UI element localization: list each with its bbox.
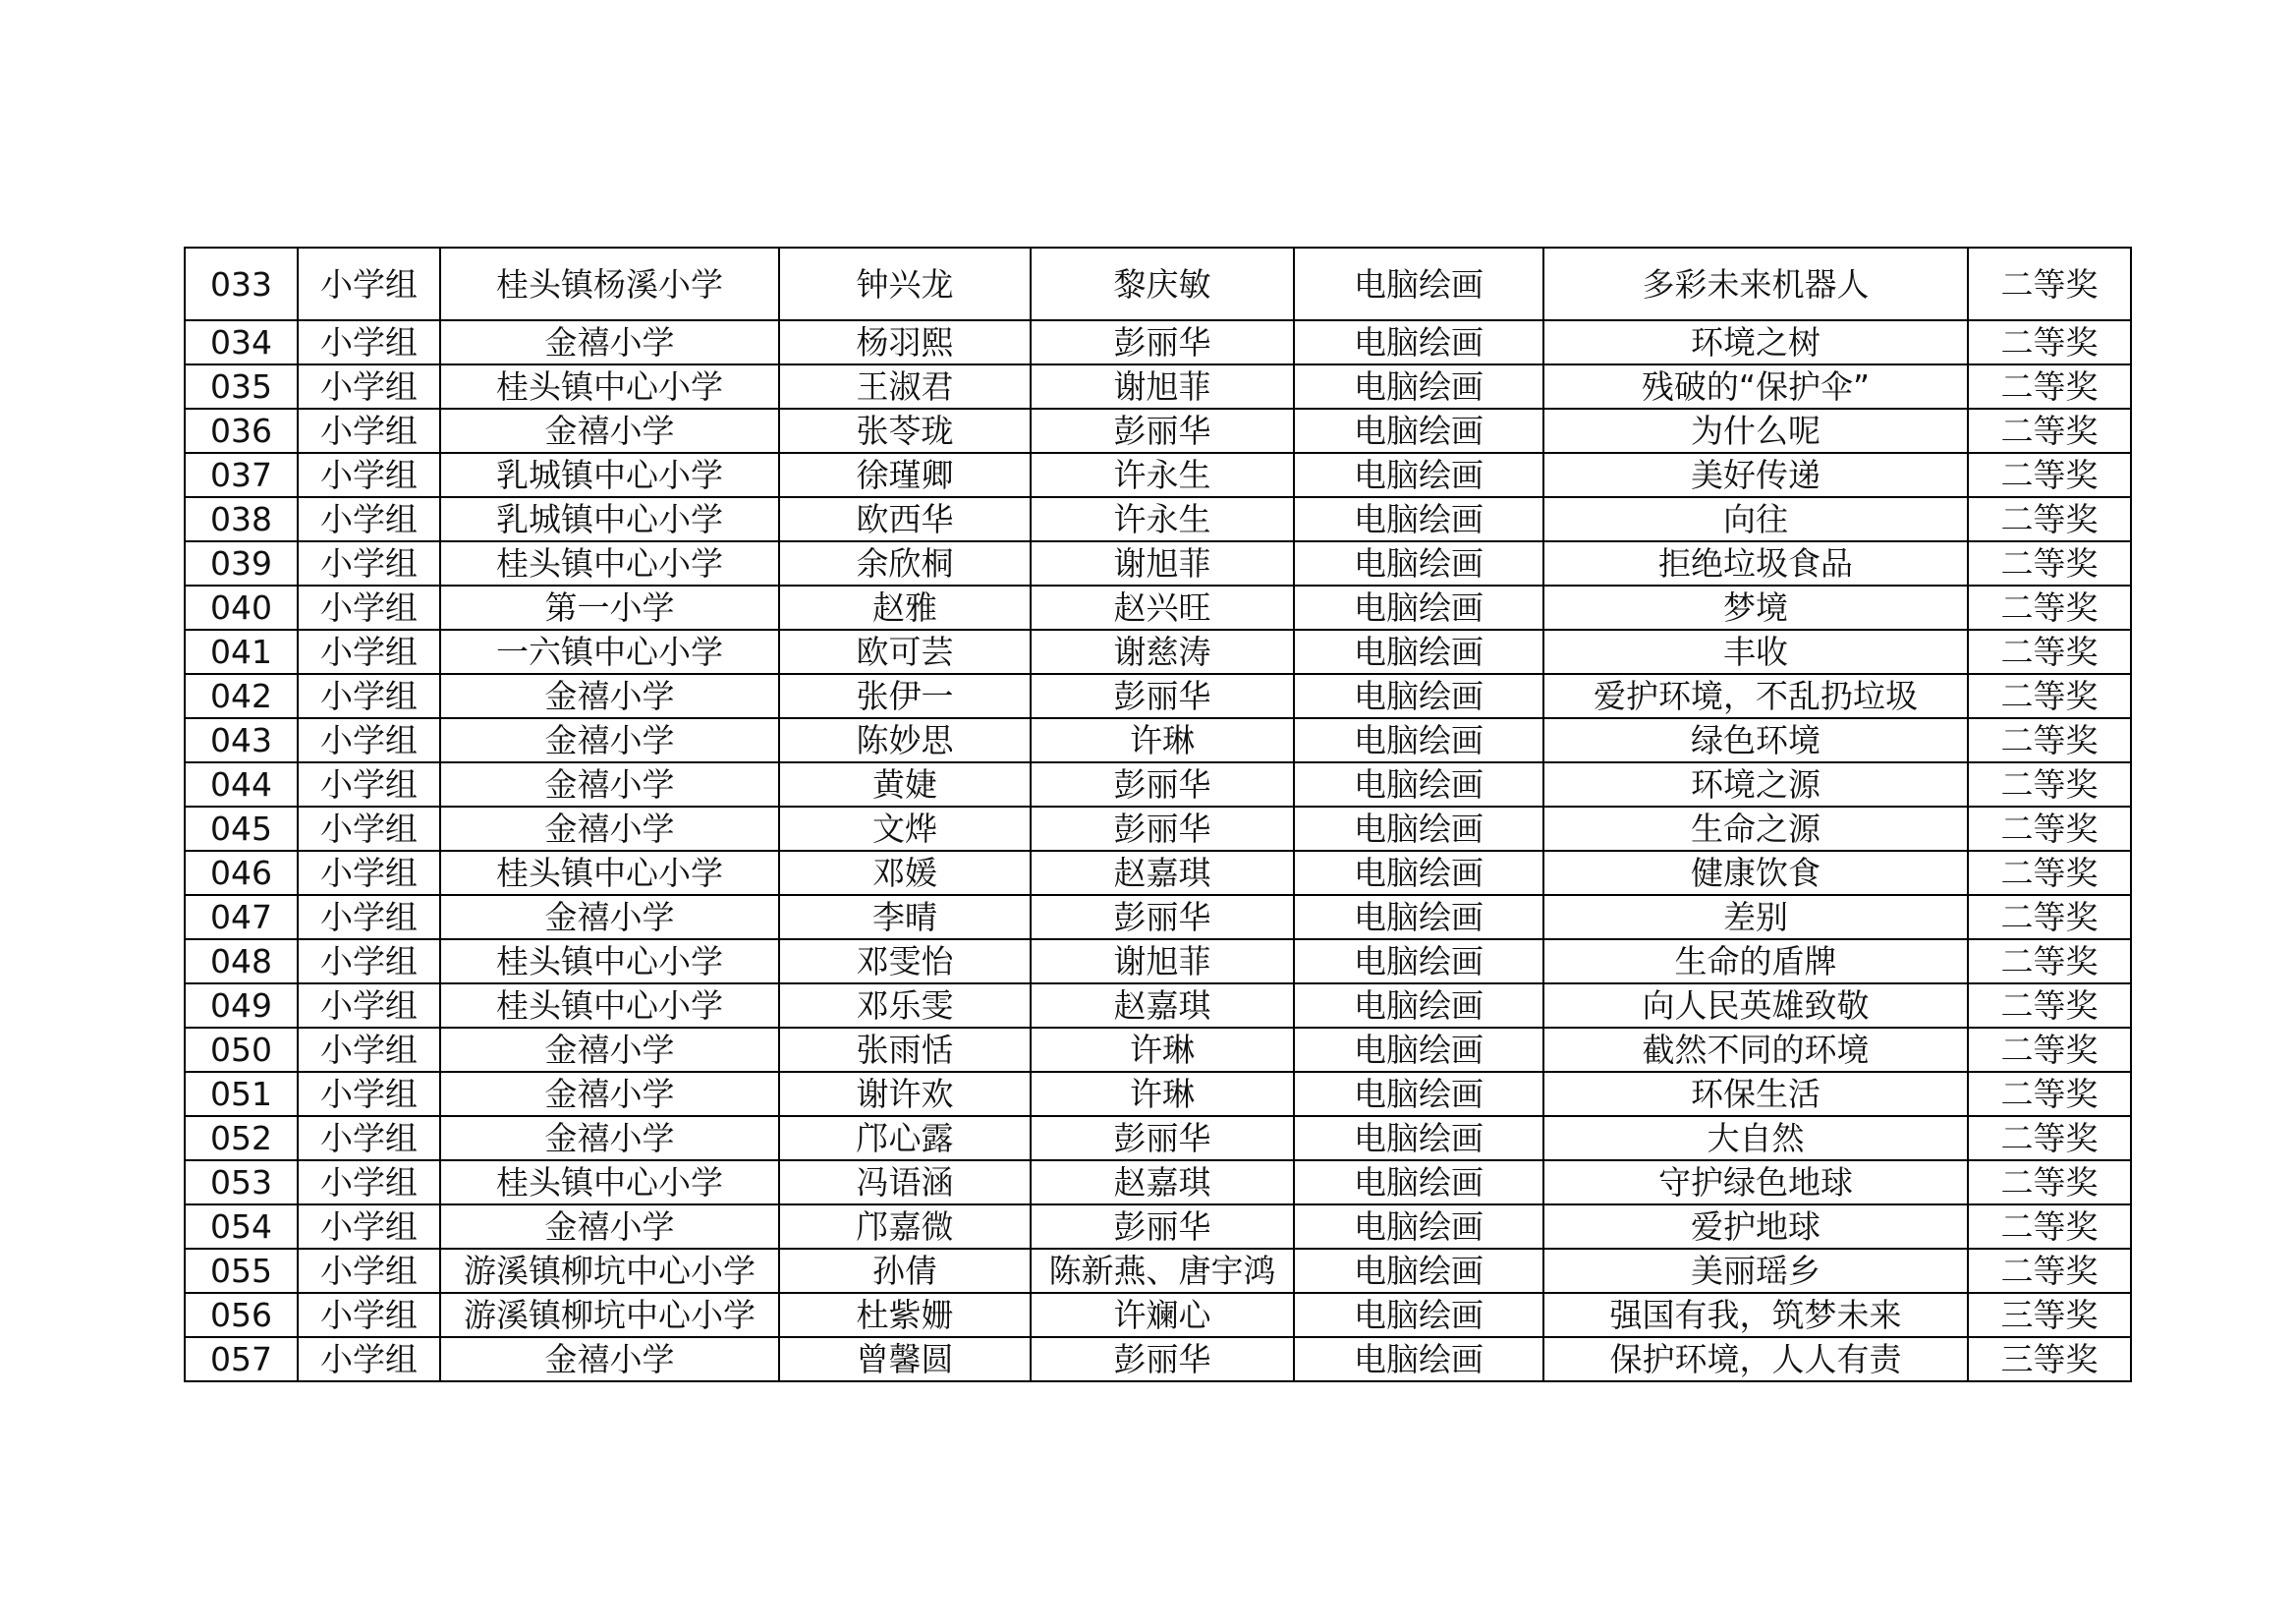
category-cell: 电脑绘画 — [1294, 364, 1543, 409]
category-cell: 电脑绘画 — [1294, 895, 1543, 939]
entry-number-cell: 037 — [185, 453, 298, 497]
student-name-cell: 徐瑾卿 — [779, 453, 1031, 497]
award-cell: 二等奖 — [1968, 497, 2131, 541]
category-cell: 电脑绘画 — [1294, 1160, 1543, 1204]
group-cell: 小学组 — [298, 586, 440, 630]
work-title-cell: 爱护环境，不乱扔垃圾 — [1543, 674, 1968, 718]
student-name-cell: 钟兴龙 — [779, 248, 1031, 320]
category-cell: 电脑绘画 — [1294, 1204, 1543, 1249]
school-cell: 金禧小学 — [440, 409, 779, 453]
student-name-cell: 曾馨圆 — [779, 1337, 1031, 1381]
teacher-name-cell: 许琳 — [1031, 1072, 1294, 1116]
teacher-name-cell: 彭丽华 — [1031, 1337, 1294, 1381]
work-title-cell: 拒绝垃圾食品 — [1543, 541, 1968, 586]
school-cell: 金禧小学 — [440, 895, 779, 939]
table-row — [185, 409, 2131, 453]
work-title-cell: 大自然 — [1543, 1116, 1968, 1160]
student-name-cell: 邓雯怡 — [779, 939, 1031, 983]
group-cell: 小学组 — [298, 497, 440, 541]
school-cell: 金禧小学 — [440, 762, 779, 807]
entry-number-cell: 049 — [185, 983, 298, 1028]
work-title-cell: 生命之源 — [1543, 807, 1968, 851]
teacher-name-cell: 谢旭菲 — [1031, 364, 1294, 409]
awards-table — [184, 247, 2132, 1382]
student-name-cell: 余欣桐 — [779, 541, 1031, 586]
teacher-name-cell: 许琳 — [1031, 1028, 1294, 1072]
student-name-cell: 杜紫姗 — [779, 1293, 1031, 1337]
work-title-cell: 环境之源 — [1543, 762, 1968, 807]
student-name-cell: 文烨 — [779, 807, 1031, 851]
teacher-name-cell: 谢慈涛 — [1031, 630, 1294, 674]
category-cell: 电脑绘画 — [1294, 674, 1543, 718]
group-cell: 小学组 — [298, 1160, 440, 1204]
table-row — [185, 586, 2131, 630]
category-cell: 电脑绘画 — [1294, 1249, 1543, 1293]
group-cell: 小学组 — [298, 453, 440, 497]
table-row — [185, 807, 2131, 851]
student-name-cell: 孙倩 — [779, 1249, 1031, 1293]
table-row — [185, 674, 2131, 718]
entry-number-cell: 043 — [185, 718, 298, 762]
table-row — [185, 453, 2131, 497]
work-title-cell: 生命的盾牌 — [1543, 939, 1968, 983]
table-row — [185, 248, 2131, 320]
school-cell: 金禧小学 — [440, 1116, 779, 1160]
group-cell: 小学组 — [298, 541, 440, 586]
school-cell: 金禧小学 — [440, 807, 779, 851]
school-cell: 金禧小学 — [440, 320, 779, 364]
table-row — [185, 541, 2131, 586]
school-cell: 金禧小学 — [440, 674, 779, 718]
school-cell: 桂头镇中心小学 — [440, 1160, 779, 1204]
work-title-cell: 守护绿色地球 — [1543, 1160, 1968, 1204]
table-row — [185, 1160, 2131, 1204]
table-row — [185, 851, 2131, 895]
table-row — [185, 895, 2131, 939]
teacher-name-cell: 许永生 — [1031, 453, 1294, 497]
table-row — [185, 1028, 2131, 1072]
table-row — [185, 364, 2131, 409]
award-cell: 二等奖 — [1968, 939, 2131, 983]
award-cell: 二等奖 — [1968, 1028, 2131, 1072]
teacher-name-cell: 彭丽华 — [1031, 320, 1294, 364]
student-name-cell: 谢许欢 — [779, 1072, 1031, 1116]
category-cell: 电脑绘画 — [1294, 718, 1543, 762]
award-cell: 二等奖 — [1968, 409, 2131, 453]
award-cell: 二等奖 — [1968, 541, 2131, 586]
entry-number-cell: 036 — [185, 409, 298, 453]
award-cell: 二等奖 — [1968, 364, 2131, 409]
award-cell: 二等奖 — [1968, 718, 2131, 762]
group-cell: 小学组 — [298, 1204, 440, 1249]
entry-number-cell: 041 — [185, 630, 298, 674]
award-cell: 二等奖 — [1968, 1160, 2131, 1204]
category-cell: 电脑绘画 — [1294, 320, 1543, 364]
school-cell: 金禧小学 — [440, 1337, 779, 1381]
teacher-name-cell: 陈新燕、唐宇鸿 — [1031, 1249, 1294, 1293]
table-row — [185, 320, 2131, 364]
award-cell: 二等奖 — [1968, 851, 2131, 895]
school-cell: 一六镇中心小学 — [440, 630, 779, 674]
group-cell: 小学组 — [298, 851, 440, 895]
group-cell: 小学组 — [298, 1116, 440, 1160]
teacher-name-cell: 黎庆敏 — [1031, 248, 1294, 320]
entry-number-cell: 057 — [185, 1337, 298, 1381]
group-cell: 小学组 — [298, 939, 440, 983]
entry-number-cell: 048 — [185, 939, 298, 983]
group-cell: 小学组 — [298, 674, 440, 718]
teacher-name-cell: 许永生 — [1031, 497, 1294, 541]
teacher-name-cell: 赵嘉琪 — [1031, 983, 1294, 1028]
group-cell: 小学组 — [298, 630, 440, 674]
work-title-cell: 美丽瑶乡 — [1543, 1249, 1968, 1293]
group-cell: 小学组 — [298, 1028, 440, 1072]
group-cell: 小学组 — [298, 718, 440, 762]
teacher-name-cell: 许斓心 — [1031, 1293, 1294, 1337]
teacher-name-cell: 彭丽华 — [1031, 1116, 1294, 1160]
award-cell: 二等奖 — [1968, 983, 2131, 1028]
category-cell: 电脑绘画 — [1294, 807, 1543, 851]
work-title-cell: 向往 — [1543, 497, 1968, 541]
student-name-cell: 欧可芸 — [779, 630, 1031, 674]
school-cell: 桂头镇中心小学 — [440, 939, 779, 983]
teacher-name-cell: 彭丽华 — [1031, 895, 1294, 939]
school-cell: 乳城镇中心小学 — [440, 497, 779, 541]
teacher-name-cell: 彭丽华 — [1031, 409, 1294, 453]
student-name-cell: 杨羽熙 — [779, 320, 1031, 364]
entry-number-cell: 045 — [185, 807, 298, 851]
group-cell: 小学组 — [298, 409, 440, 453]
group-cell: 小学组 — [298, 1249, 440, 1293]
school-cell: 桂头镇中心小学 — [440, 364, 779, 409]
table-row — [185, 1249, 2131, 1293]
work-title-cell: 残破的“保护伞” — [1543, 364, 1968, 409]
school-cell: 桂头镇中心小学 — [440, 851, 779, 895]
work-title-cell: 差别 — [1543, 895, 1968, 939]
category-cell: 电脑绘画 — [1294, 1028, 1543, 1072]
entry-number-cell: 038 — [185, 497, 298, 541]
entry-number-cell: 055 — [185, 1249, 298, 1293]
group-cell: 小学组 — [298, 1337, 440, 1381]
student-name-cell: 张伊一 — [779, 674, 1031, 718]
entry-number-cell: 044 — [185, 762, 298, 807]
entry-number-cell: 042 — [185, 674, 298, 718]
work-title-cell: 多彩未来机器人 — [1543, 248, 1968, 320]
category-cell: 电脑绘画 — [1294, 497, 1543, 541]
award-cell: 二等奖 — [1968, 895, 2131, 939]
work-title-cell: 丰收 — [1543, 630, 1968, 674]
awards-table-body — [185, 248, 2131, 1381]
award-cell: 二等奖 — [1968, 1116, 2131, 1160]
work-title-cell: 保护环境，人人有责 — [1543, 1337, 1968, 1381]
entry-number-cell: 052 — [185, 1116, 298, 1160]
entry-number-cell: 053 — [185, 1160, 298, 1204]
entry-number-cell: 035 — [185, 364, 298, 409]
table-row — [185, 497, 2131, 541]
table-row — [185, 1204, 2131, 1249]
table-row — [185, 983, 2131, 1028]
school-cell: 金禧小学 — [440, 1204, 779, 1249]
award-cell: 二等奖 — [1968, 248, 2131, 320]
entry-number-cell: 047 — [185, 895, 298, 939]
table-row — [185, 1116, 2131, 1160]
work-title-cell: 梦境 — [1543, 586, 1968, 630]
group-cell: 小学组 — [298, 248, 440, 320]
group-cell: 小学组 — [298, 1293, 440, 1337]
student-name-cell: 张苓珑 — [779, 409, 1031, 453]
student-name-cell: 黄婕 — [779, 762, 1031, 807]
award-cell: 二等奖 — [1968, 1204, 2131, 1249]
category-cell: 电脑绘画 — [1294, 630, 1543, 674]
award-cell: 二等奖 — [1968, 320, 2131, 364]
category-cell: 电脑绘画 — [1294, 983, 1543, 1028]
award-cell: 二等奖 — [1968, 674, 2131, 718]
group-cell: 小学组 — [298, 807, 440, 851]
student-name-cell: 邝嘉微 — [779, 1204, 1031, 1249]
entry-number-cell: 033 — [185, 248, 298, 320]
work-title-cell: 强国有我，筑梦未来 — [1543, 1293, 1968, 1337]
teacher-name-cell: 彭丽华 — [1031, 1204, 1294, 1249]
group-cell: 小学组 — [298, 895, 440, 939]
work-title-cell: 环保生活 — [1543, 1072, 1968, 1116]
award-cell: 二等奖 — [1968, 586, 2131, 630]
student-name-cell: 邝心露 — [779, 1116, 1031, 1160]
entry-number-cell: 051 — [185, 1072, 298, 1116]
school-cell: 游溪镇柳坑中心小学 — [440, 1249, 779, 1293]
category-cell: 电脑绘画 — [1294, 762, 1543, 807]
school-cell: 桂头镇杨溪小学 — [440, 248, 779, 320]
work-title-cell: 美好传递 — [1543, 453, 1968, 497]
category-cell: 电脑绘画 — [1294, 851, 1543, 895]
teacher-name-cell: 赵嘉琪 — [1031, 851, 1294, 895]
group-cell: 小学组 — [298, 1072, 440, 1116]
student-name-cell: 李晴 — [779, 895, 1031, 939]
category-cell: 电脑绘画 — [1294, 586, 1543, 630]
teacher-name-cell: 赵兴旺 — [1031, 586, 1294, 630]
student-name-cell: 陈妙思 — [779, 718, 1031, 762]
table-row — [185, 630, 2131, 674]
school-cell: 桂头镇中心小学 — [440, 983, 779, 1028]
award-cell: 二等奖 — [1968, 453, 2131, 497]
award-cell: 二等奖 — [1968, 1072, 2131, 1116]
category-cell: 电脑绘画 — [1294, 1293, 1543, 1337]
teacher-name-cell: 许琳 — [1031, 718, 1294, 762]
school-cell: 乳城镇中心小学 — [440, 453, 779, 497]
work-title-cell: 向人民英雄致敬 — [1543, 983, 1968, 1028]
entry-number-cell: 054 — [185, 1204, 298, 1249]
student-name-cell: 欧西华 — [779, 497, 1031, 541]
work-title-cell: 健康饮食 — [1543, 851, 1968, 895]
group-cell: 小学组 — [298, 762, 440, 807]
award-cell: 二等奖 — [1968, 807, 2131, 851]
school-cell: 游溪镇柳坑中心小学 — [440, 1293, 779, 1337]
student-name-cell: 王淑君 — [779, 364, 1031, 409]
student-name-cell: 邓媛 — [779, 851, 1031, 895]
entry-number-cell: 034 — [185, 320, 298, 364]
work-title-cell: 绿色环境 — [1543, 718, 1968, 762]
school-cell: 桂头镇中心小学 — [440, 541, 779, 586]
category-cell: 电脑绘画 — [1294, 1116, 1543, 1160]
student-name-cell: 张雨恬 — [779, 1028, 1031, 1072]
entry-number-cell: 050 — [185, 1028, 298, 1072]
category-cell: 电脑绘画 — [1294, 453, 1543, 497]
group-cell: 小学组 — [298, 364, 440, 409]
category-cell: 电脑绘画 — [1294, 1337, 1543, 1381]
school-cell: 第一小学 — [440, 586, 779, 630]
work-title-cell: 环境之树 — [1543, 320, 1968, 364]
award-cell: 三等奖 — [1968, 1337, 2131, 1381]
entry-number-cell: 040 — [185, 586, 298, 630]
table-row — [185, 939, 2131, 983]
teacher-name-cell: 赵嘉琪 — [1031, 1160, 1294, 1204]
school-cell: 金禧小学 — [440, 1072, 779, 1116]
table-row — [185, 1293, 2131, 1337]
award-cell: 二等奖 — [1968, 630, 2131, 674]
category-cell: 电脑绘画 — [1294, 409, 1543, 453]
table-row — [185, 1072, 2131, 1116]
table-row — [185, 718, 2131, 762]
table-row — [185, 1337, 2131, 1381]
teacher-name-cell: 彭丽华 — [1031, 762, 1294, 807]
teacher-name-cell: 彭丽华 — [1031, 674, 1294, 718]
category-cell: 电脑绘画 — [1294, 541, 1543, 586]
teacher-name-cell: 谢旭菲 — [1031, 541, 1294, 586]
group-cell: 小学组 — [298, 983, 440, 1028]
student-name-cell: 冯语涵 — [779, 1160, 1031, 1204]
group-cell: 小学组 — [298, 320, 440, 364]
school-cell: 金禧小学 — [440, 1028, 779, 1072]
category-cell: 电脑绘画 — [1294, 939, 1543, 983]
work-title-cell: 为什么呢 — [1543, 409, 1968, 453]
category-cell: 电脑绘画 — [1294, 248, 1543, 320]
award-cell: 三等奖 — [1968, 1293, 2131, 1337]
entry-number-cell: 056 — [185, 1293, 298, 1337]
table-row — [185, 762, 2131, 807]
student-name-cell: 邓乐雯 — [779, 983, 1031, 1028]
teacher-name-cell: 彭丽华 — [1031, 807, 1294, 851]
category-cell: 电脑绘画 — [1294, 1072, 1543, 1116]
work-title-cell: 爱护地球 — [1543, 1204, 1968, 1249]
entry-number-cell: 046 — [185, 851, 298, 895]
entry-number-cell: 039 — [185, 541, 298, 586]
award-cell: 二等奖 — [1968, 762, 2131, 807]
student-name-cell: 赵雅 — [779, 586, 1031, 630]
teacher-name-cell: 谢旭菲 — [1031, 939, 1294, 983]
school-cell: 金禧小学 — [440, 718, 779, 762]
work-title-cell: 截然不同的环境 — [1543, 1028, 1968, 1072]
award-cell: 二等奖 — [1968, 1249, 2131, 1293]
